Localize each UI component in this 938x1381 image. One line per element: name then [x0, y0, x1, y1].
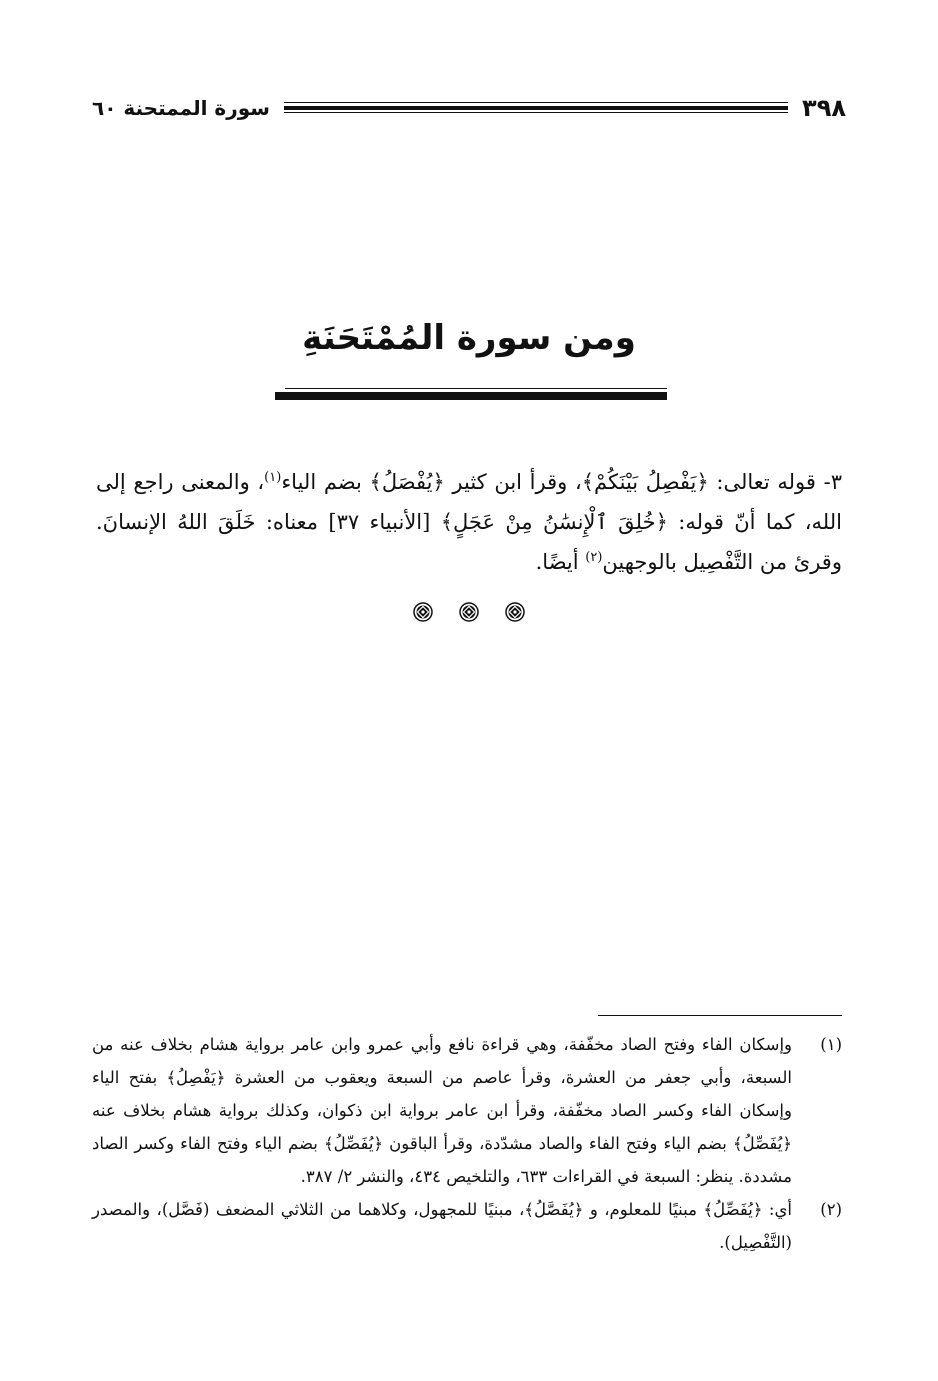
ornament-icon	[413, 602, 433, 622]
footnote-number: (١)	[820, 1035, 842, 1054]
footnote-ref-1[interactable]: (١)	[264, 470, 282, 485]
footnote-2	[92, 1193, 842, 1259]
main-text-part1: ٣- قوله تعالى: ﴿يَفْصِلُ بَيْنَكُمْ﴾، وقرأ ابن كثير ﴿يُفْصَلُ﴾ بضم الياء	[281, 470, 842, 494]
main-text-part2: ، والمعنى راجع إلى الله، كما أنّ قوله: ﴿خُلِقَ ٱلْإِنسَٰنُ مِنْ عَجَلٍ﴾ [الأنبياء ٣٧] معناه: خَلَقَ اللهُ الإنسانَ. وقرئ من التَّفْصِيل بالوجهين	[96, 470, 842, 574]
footnotes	[92, 1028, 842, 1259]
page-number: ٣٩٨	[802, 94, 846, 122]
footnote-text: أي: ﴿يُفَصِّلُ﴾ مبنيًا للمعلوم، و ﴿يُفَصَّلُ﴾، مبنيًا للمجهول، وكلاهما من الثلاثي المضعف (فَصَّل)، والمصدر (التَّفْصِيل).	[92, 1200, 792, 1252]
main-paragraph	[96, 462, 842, 582]
footnote-separator	[598, 1015, 842, 1016]
running-header	[92, 92, 846, 124]
surah-header: سورة الممتحنة ٦٠	[92, 96, 270, 120]
section-ornaments	[0, 602, 938, 622]
footnote-1	[92, 1028, 842, 1193]
footnote-text: وإسكان الفاء وفتح الصاد مخفّفة، وهي قراءة نافع وأبي عمرو وابن عامر برواية هشام بخلاف عنه من السبعة، وأبي جعفر من العشرة، وقرأ عاصم من السبعة ويعقوب من العشرة ﴿يَفْصِلُ﴾ بفتح الياء وإسكان الفاء وكسر الصاد مخفّفة، وقرأ ابن عامر برواية ابن ذكوان، وكذلك برواية هشام بخلاف عنه ﴿يُفَصِّلُ﴾ بضم الياء وفتح الفاء والصاد مشدّدة، وقرأ الباقون ﴿يُفَصِّلُ﴾ بضم الياء وفتح الفاء وكسر الصاد مشددة. ينظر: السبعة في القراءات ٦٣٣، والتلخيص ٤٣٤، والنشر ٢/ ٣٨٧.	[92, 1035, 792, 1186]
title-underline	[275, 388, 667, 402]
footnote-ref-2[interactable]: (٢)	[585, 550, 603, 565]
header-rule	[284, 106, 788, 110]
footnote-number: (٢)	[820, 1200, 842, 1219]
ornament-icon	[459, 602, 479, 622]
ornament-icon	[505, 602, 525, 622]
chapter-title: ومن سورة المُمْتَحَنَةِ	[302, 318, 636, 358]
main-text-part3: أيضًا.	[535, 550, 586, 574]
